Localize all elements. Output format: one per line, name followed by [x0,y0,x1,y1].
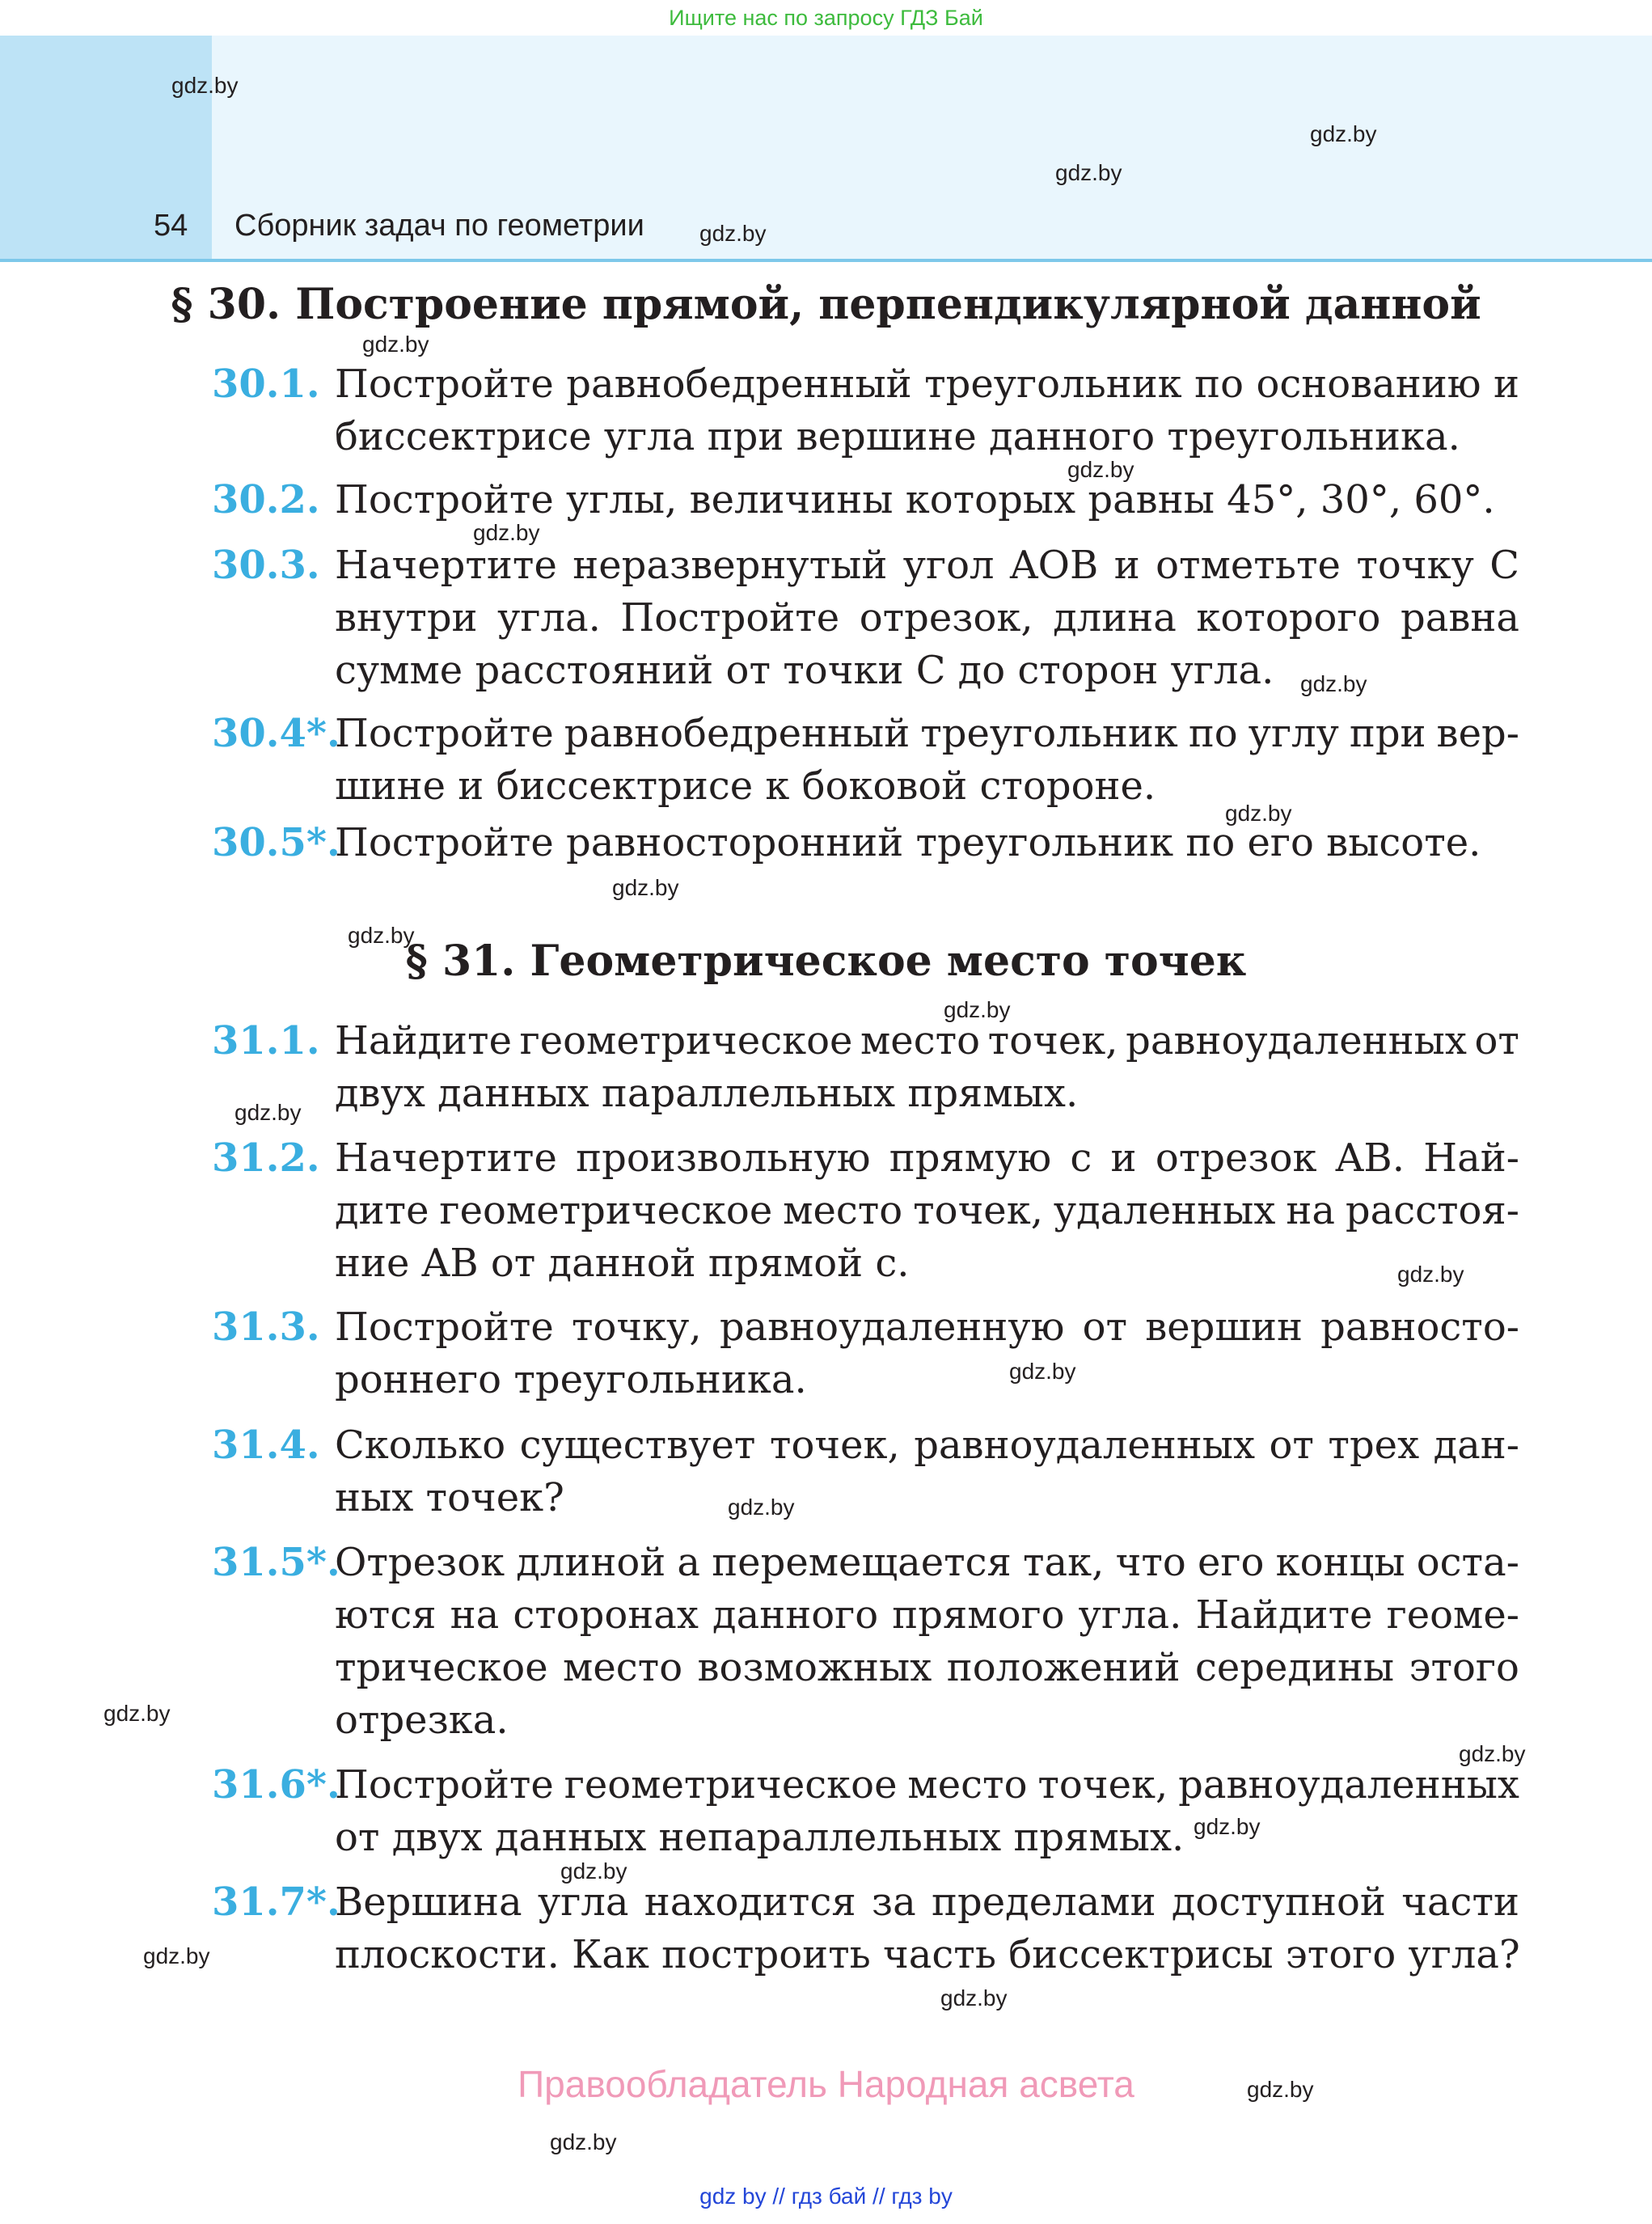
watermark: gdz.by [362,332,429,357]
watermark: gdz.by [1009,1359,1076,1384]
watermark: gdz.by [699,221,767,246]
problem-number: 30.5*. [212,820,340,865]
watermark: gdz.by [1194,1814,1261,1839]
top-banner: Ищите нас по запросу ГДЗ Бай [669,6,983,30]
problem-number: 31.1. [212,1018,320,1063]
watermark: gdz.by [234,1100,302,1125]
problem-number: 30.3. [212,543,320,588]
problem-number: 30.2. [212,477,320,522]
problem-number: 31.7*. [212,1879,340,1925]
problem-line: роннего треугольника. [335,1357,807,1402]
problem-number: 30.1. [212,362,320,407]
watermark: gdz.by [1055,160,1122,185]
problem-line: Вершина угла находится за пределами доступной части [335,1879,1519,1925]
watermark: gdz.by [1300,671,1367,696]
problem-line: биссектрисе угла при вершине данного треугольника. [335,414,1460,459]
problem-line: Найдите геометрическое место точек, равноудаленных от [335,1018,1519,1063]
watermark: gdz.by [940,1985,1008,2010]
problem-text [335,1132,1519,1290]
problem-line: Сколько существует точек, равноудаленных от трех дан- [335,1423,1519,1468]
watermark: gdz.by [1225,801,1292,826]
problem-number: 31.2. [212,1135,320,1181]
problem-line: Отрезок длиной a перемещается так, что его концы оста- [335,1540,1519,1585]
problem-number: 31.5*. [212,1540,340,1585]
problem-line: сумме расстояний от точки C до сторон угла. [335,648,1274,693]
watermark: gdz.by [1459,1741,1526,1766]
problem-text [335,1301,1519,1406]
problem-line: ются на сторонах данного прямого угла. Найдите геоме- [335,1592,1519,1638]
watermark: gdz.by [1310,121,1377,146]
watermark: gdz.by [944,997,1011,1022]
watermark: gdz.by [348,923,415,948]
problem-line: Постройте углы, величины которых равны 45°, 30°, 60°. [335,477,1495,522]
watermark: gdz.by [612,875,679,900]
watermark: gdz.by [728,1495,795,1520]
problem-number: 30.4*. [212,711,340,756]
problem-number: 31.4. [212,1423,320,1468]
problem-line: ных точек? [335,1475,564,1520]
watermark: gdz.by [1067,457,1134,482]
watermark: gdz.by [143,1943,210,1968]
watermark: gdz.by [550,2129,617,2154]
problem-line: Постройте равнобедренный треугольник по основанию и [335,362,1519,407]
problem-line: Постройте геометрическое место точек, равноудаленных [335,1762,1519,1808]
book-title: Сборник задач по геометрии [234,209,644,243]
problem-line: трическое место возможных положений середины этого [335,1645,1519,1690]
problem-text [335,474,1519,526]
problem-line: двух данных параллельных прямых. [335,1071,1079,1116]
section-title-31: § 31. Геометрическое место точек [405,937,1247,986]
problem-text [335,1876,1519,1981]
problem-number: 31.3. [212,1304,320,1350]
problem-text [335,1759,1519,1864]
problem-text [335,817,1519,869]
footer-links: gdz by // гдз бай // гдз by [699,2184,953,2209]
watermark: gdz.by [104,1701,171,1726]
problem-line: от двух данных непараллельных прямых. [335,1815,1185,1860]
problem-line: Постройте равнобедренный треугольник по углу при вер- [335,711,1519,756]
section-title-30: § 30. Построение прямой, перпендикулярной данной [171,280,1481,329]
problem-line: Начертите произвольную прямую c и отрезок AB. Най- [335,1135,1519,1181]
problem-line: Постройте равносторонний треугольник по его высоте. [335,820,1481,865]
copyright-notice: Правообладатель Народная асвета [518,2063,1134,2105]
watermark: gdz.by [1397,1262,1464,1287]
problem-text [335,1537,1519,1747]
problem-text [335,1015,1519,1120]
problem-line: Постройте точку, равноудаленную от вершин равносто- [335,1304,1519,1350]
problem-line: отрезка. [335,1698,509,1743]
page-number: 54 [154,209,188,243]
problem-line: плоскости. Как построить часть биссектрисы этого угла? [335,1932,1520,1977]
problem-text [335,708,1519,813]
problem-line: внутри угла. Постройте отрезок, длина которого равна [335,595,1519,641]
problem-number: 31.6*. [212,1762,340,1808]
watermark: gdz.by [1247,2077,1314,2102]
watermark: gdz.by [560,1858,627,1884]
problem-text [335,358,1519,463]
problem-line: Начертите неразвернутый угол AOB и отметьте точку C [335,543,1519,588]
problem-line: ние AB от данной прямой c. [335,1241,910,1286]
problem-line: шине и биссектрисе к боковой стороне. [335,763,1156,809]
problem-text [335,1419,1519,1524]
problem-line: дите геометрическое место точек, удаленных на расстоя- [335,1188,1519,1233]
watermark: gdz.by [473,520,540,545]
watermark: gdz.by [171,73,239,98]
